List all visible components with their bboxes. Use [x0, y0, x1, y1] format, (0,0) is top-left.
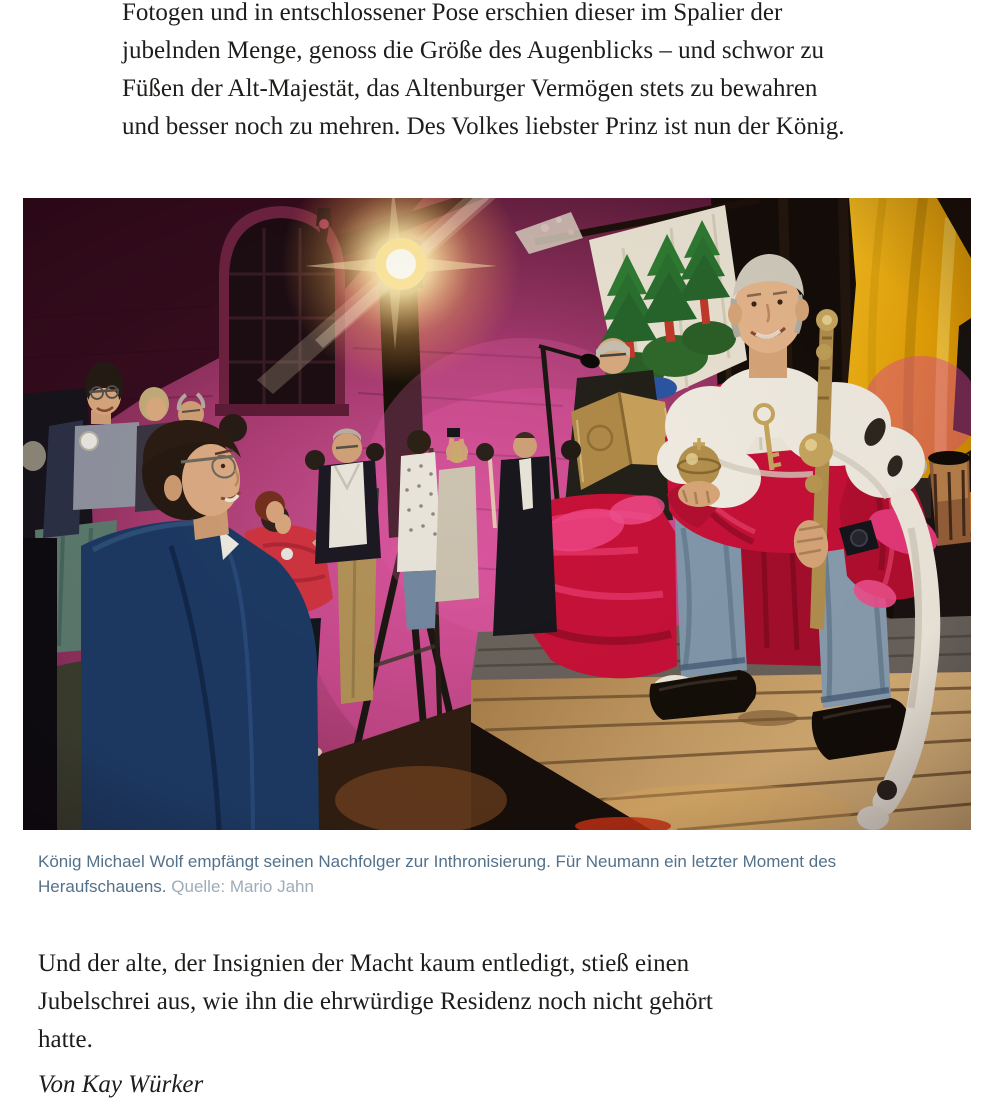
closing-paragraph: Und der alte, der Insignien der Macht kaum entledigt, stieß einen Jubelschrei aus, wie ihn die ehrwürdige Residenz noch nicht gehört hatte.	[38, 950, 713, 1053]
article-photo	[23, 198, 971, 830]
photo-caption	[38, 849, 900, 899]
vignette	[23, 198, 971, 830]
author-byline: Von Kay Würker	[38, 1071, 204, 1098]
intro-paragraph: Fotogen und in entschlossener Pose erschien dieser im Spalier der jubelnden Menge, genoss die Größe des Augenblicks – und schwor zu Füßen der Alt-Majestät, das Altenburger Vermögen stets zu bewahren und besser noch zu mehren. Des Volkes liebster Prinz ist nun der König.	[122, 0, 845, 140]
photo-caption-source: Quelle: Mario Jahn	[171, 877, 314, 896]
photo-caption-text: König Michael Wolf empfängt seinen Nachfolger zur Inthronisierung. Für Neumann ein letzter Moment des Heraufschauens.	[38, 852, 837, 896]
article-photo-figure	[23, 198, 971, 896]
